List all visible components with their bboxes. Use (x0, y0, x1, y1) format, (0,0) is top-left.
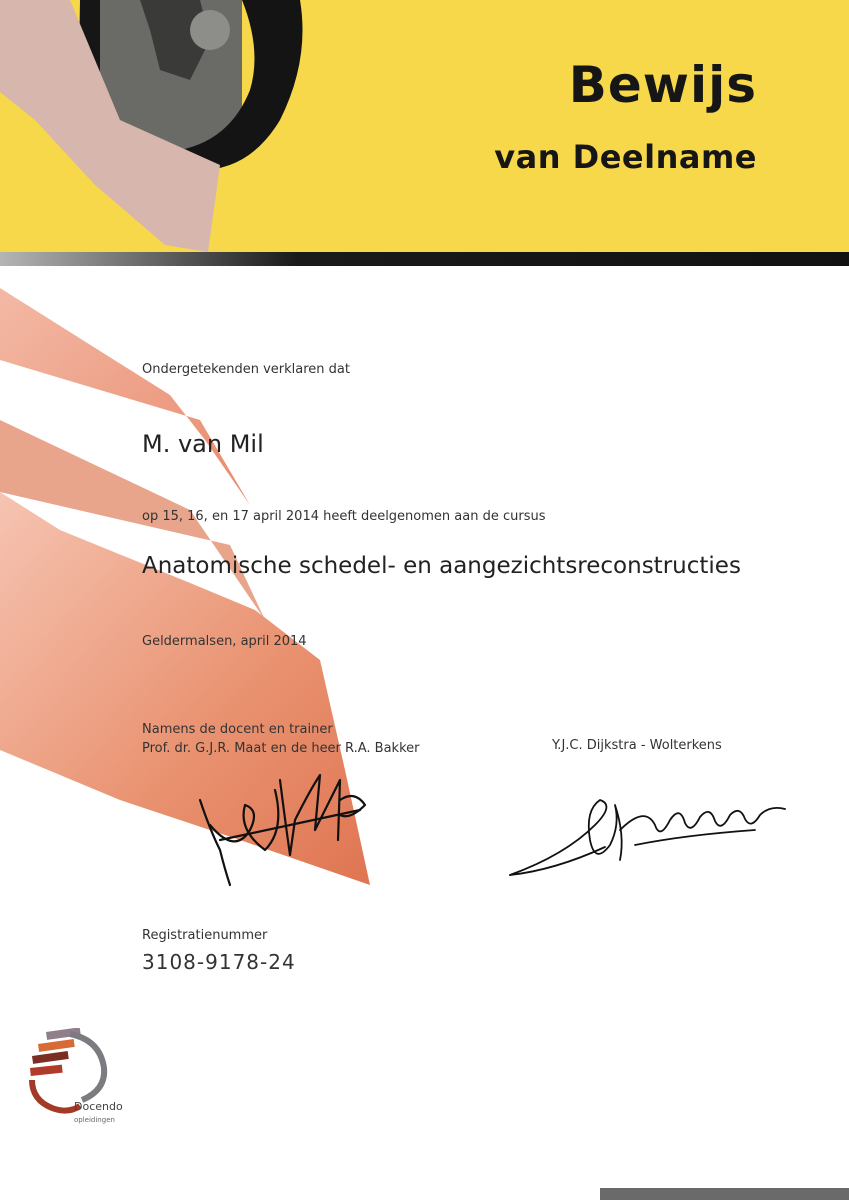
on-behalf-line-1: Namens de docent en trainer (142, 722, 333, 737)
course-title: Anatomische schedel- en aangezichtsreconstructies (142, 553, 741, 579)
signature-right (505, 785, 795, 885)
on-behalf-line-2: Prof. dr. G.J.R. Maat en de heer R.A. Bakker (142, 741, 420, 756)
participant-name: M. van Mil (142, 430, 264, 458)
registration-number: 3108-9178-24 (142, 950, 296, 974)
second-signer-name: Y.J.C. Dijkstra - Wolterkens (552, 738, 722, 753)
intro-text: Ondergetekenden verklaren dat (142, 362, 350, 377)
footer-dark-strip (600, 1188, 849, 1200)
place-date: Geldermalsen, april 2014 (142, 634, 307, 649)
signature-left (190, 760, 380, 890)
certificate-subtitle: van Deelname (494, 138, 757, 176)
header-divider (0, 252, 849, 266)
dates-statement: op 15, 16, en 17 april 2014 heeft deelgenomen aan de cursus (142, 509, 546, 524)
logo-tagline: opleidingen (74, 1116, 115, 1124)
on-behalf-block (142, 720, 420, 758)
registration-label: Registratienummer (142, 928, 268, 943)
certificate-title: Bewijs (568, 56, 757, 114)
logo-name: Docendo (74, 1100, 123, 1113)
